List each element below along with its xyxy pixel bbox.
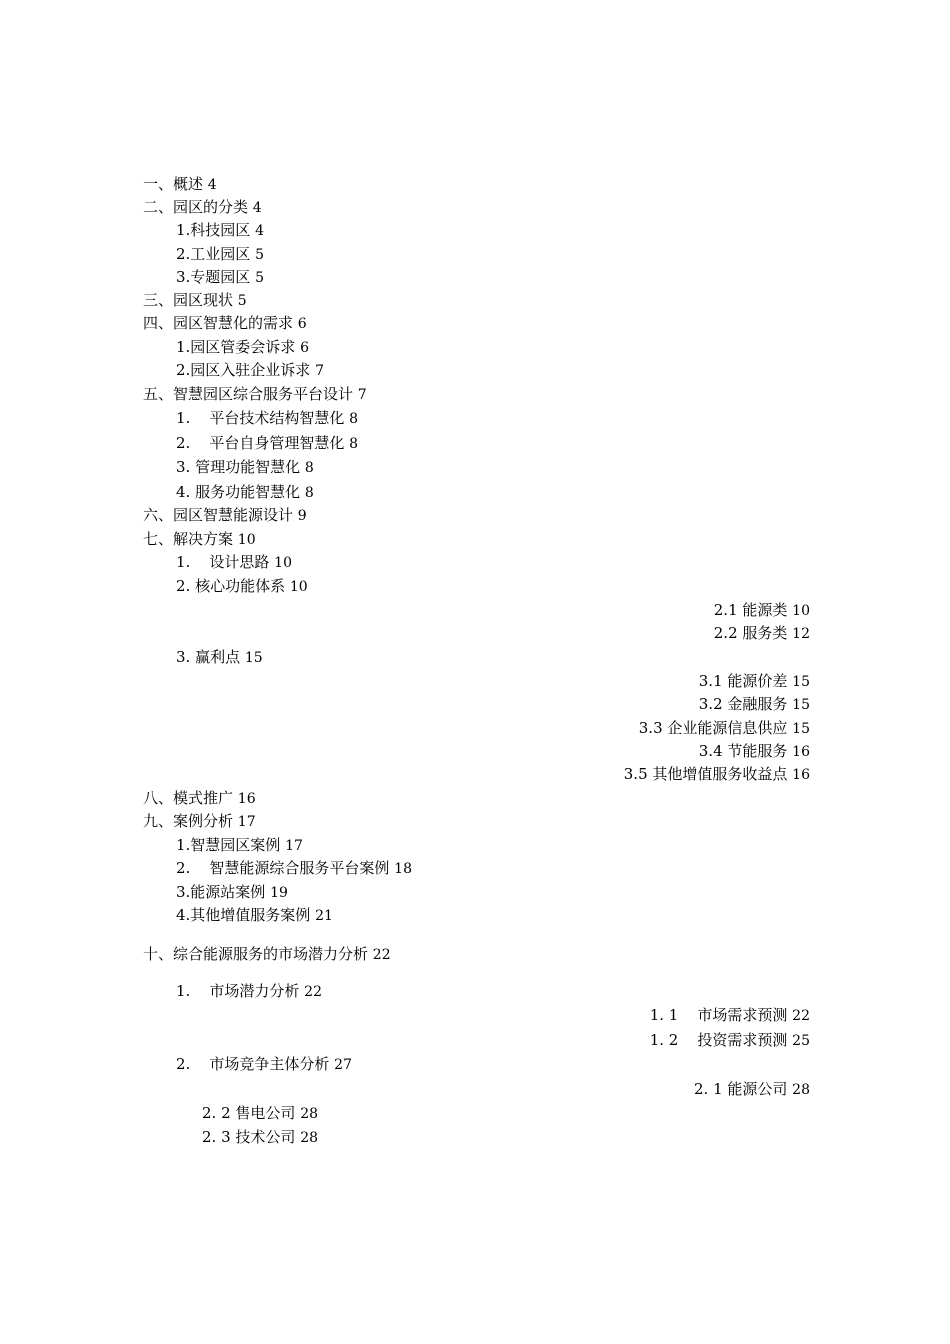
toc-entry[interactable] bbox=[699, 741, 810, 762]
toc-entry-text: 六、园区智慧能源设计 bbox=[143, 506, 294, 524]
toc-entry-page: 4 bbox=[255, 223, 265, 239]
toc-entry[interactable] bbox=[714, 623, 810, 644]
toc-entry-page: 22 bbox=[792, 1008, 810, 1024]
toc-entry-text: 3.专题园区 bbox=[176, 268, 251, 286]
toc-entry-page: 6 bbox=[297, 316, 307, 332]
toc-entry[interactable] bbox=[202, 1127, 318, 1148]
toc-entry-page: 15 bbox=[244, 650, 263, 666]
toc-entry[interactable] bbox=[650, 1005, 810, 1026]
toc-entry[interactable] bbox=[176, 905, 333, 926]
toc-entry-text: 3.2 金融服务 bbox=[698, 695, 788, 713]
toc-entry-page: 7 bbox=[315, 363, 325, 379]
toc-entry-text: 七、解决方案 bbox=[143, 530, 234, 548]
toc-entry-text: 2. 智慧能源综合服务平台案例 bbox=[176, 859, 390, 877]
toc-entry-page: 27 bbox=[334, 1057, 352, 1073]
toc-entry[interactable] bbox=[639, 718, 810, 739]
toc-entry-page: 17 bbox=[237, 814, 256, 830]
toc-entry-page: 16 bbox=[237, 791, 256, 807]
toc-entry[interactable] bbox=[176, 337, 309, 358]
toc-entry[interactable] bbox=[176, 858, 412, 879]
toc-entry-text: 2. 2 售电公司 bbox=[202, 1104, 296, 1122]
toc-entry-text: 2.1 能源类 bbox=[713, 601, 788, 619]
toc-entry-page: 9 bbox=[297, 508, 307, 524]
toc-entry-page: 10 bbox=[289, 579, 308, 595]
toc-entry[interactable] bbox=[176, 482, 314, 503]
toc-entry[interactable] bbox=[176, 882, 288, 903]
toc-entry-page: 5 bbox=[255, 247, 265, 263]
toc-entry[interactable] bbox=[143, 174, 217, 195]
toc-entry-text: 2. 3 技术公司 bbox=[202, 1128, 296, 1146]
toc-entry-page: 10 bbox=[792, 603, 810, 619]
toc-entry[interactable] bbox=[699, 694, 810, 715]
toc-entry-text: 2. 平台自身管理智慧化 bbox=[176, 434, 345, 452]
toc-entry[interactable] bbox=[176, 835, 303, 856]
toc-entry-page: 8 bbox=[349, 411, 359, 427]
toc-entry-text: 1. 2 投资需求预测 bbox=[649, 1031, 788, 1049]
toc-entry-text: 1. 平台技术结构智慧化 bbox=[176, 409, 345, 427]
toc-entry[interactable] bbox=[143, 788, 256, 809]
toc-entry-page: 19 bbox=[270, 885, 288, 901]
toc-entry[interactable] bbox=[176, 576, 308, 597]
toc-entry[interactable] bbox=[176, 408, 358, 429]
toc-entry-text: 2.2 服务类 bbox=[713, 624, 788, 642]
toc-entry[interactable] bbox=[176, 360, 324, 381]
toc-entry-page: 8 bbox=[349, 436, 359, 452]
toc-entry-text: 1.智慧园区案例 bbox=[176, 836, 281, 854]
toc-entry-text: 二、园区的分类 bbox=[143, 198, 249, 216]
toc-entry-page: 15 bbox=[792, 697, 810, 713]
toc-entry[interactable] bbox=[143, 313, 307, 334]
toc-entry[interactable] bbox=[714, 600, 810, 621]
toc-entry-text: 2. 市场竞争主体分析 bbox=[176, 1055, 330, 1073]
toc-entry[interactable] bbox=[176, 220, 264, 241]
toc-entry-text: 2.园区入驻企业诉求 bbox=[176, 361, 311, 379]
toc-entry-page: 25 bbox=[792, 1033, 810, 1049]
toc-entry-page: 28 bbox=[300, 1130, 319, 1146]
toc-entry[interactable] bbox=[650, 1030, 810, 1051]
toc-entry-page: 4 bbox=[252, 200, 262, 216]
toc-entry-text: 3.1 能源价差 bbox=[698, 672, 788, 690]
toc-entry-page: 22 bbox=[372, 947, 391, 963]
toc-entry-text: 八、模式推广 bbox=[143, 789, 234, 807]
toc-entry-text: 1.科技园区 bbox=[176, 221, 251, 239]
toc-entry-page: 10 bbox=[274, 555, 292, 571]
toc-entry-page: 22 bbox=[304, 984, 322, 1000]
toc-entry[interactable] bbox=[176, 267, 264, 288]
toc-entry[interactable] bbox=[143, 944, 391, 965]
toc-entry-page: 12 bbox=[792, 626, 810, 642]
toc-entry[interactable] bbox=[176, 552, 292, 573]
toc-entry[interactable] bbox=[143, 290, 247, 311]
toc-entry[interactable] bbox=[624, 764, 810, 785]
toc-entry-page: 17 bbox=[285, 838, 303, 854]
toc-entry[interactable] bbox=[699, 671, 810, 692]
toc-entry-text: 3.3 企业能源信息供应 bbox=[638, 719, 788, 737]
toc-entry-page: 6 bbox=[300, 340, 310, 356]
toc-entry[interactable] bbox=[176, 433, 358, 454]
toc-entry[interactable] bbox=[202, 1103, 318, 1124]
toc-entry-text: 十、综合能源服务的市场潜力分析 bbox=[143, 945, 369, 963]
toc-entry-page: 5 bbox=[237, 293, 247, 309]
toc-entry[interactable] bbox=[176, 647, 263, 668]
toc-entry-text: 九、案例分析 bbox=[143, 812, 234, 830]
toc-entry-text: 4. 服务功能智慧化 bbox=[176, 483, 301, 501]
toc-entry-page: 28 bbox=[792, 1082, 810, 1098]
toc-entry-text: 3.4 节能服务 bbox=[698, 742, 788, 760]
toc-entry[interactable] bbox=[694, 1079, 810, 1100]
toc-entry-text: 2. 核心功能体系 bbox=[176, 577, 286, 595]
toc-entry-text: 3.能源站案例 bbox=[176, 883, 266, 901]
toc-entry[interactable] bbox=[143, 529, 256, 550]
toc-entry-page: 8 bbox=[304, 460, 314, 476]
toc-entry[interactable] bbox=[143, 197, 262, 218]
toc-entry-text: 1. 市场潜力分析 bbox=[176, 982, 300, 1000]
toc-entry-page: 7 bbox=[357, 387, 367, 403]
toc-entry-page: 4 bbox=[207, 177, 217, 193]
toc-entry-page: 21 bbox=[315, 908, 333, 924]
toc-entry-text: 1.园区管委会诉求 bbox=[176, 338, 296, 356]
toc-entry-text: 3.5 其他增值服务收益点 bbox=[623, 765, 788, 783]
toc-entry-text: 1. 1 市场需求预测 bbox=[649, 1006, 788, 1024]
toc-entry-text: 2. 1 能源公司 bbox=[693, 1080, 788, 1098]
toc-entry-page: 18 bbox=[394, 861, 412, 877]
toc-entry[interactable] bbox=[143, 811, 256, 832]
toc-entry-text: 3. 管理功能智慧化 bbox=[176, 458, 301, 476]
toc-entry[interactable] bbox=[143, 505, 307, 526]
toc-entry-text: 3. 赢利点 bbox=[176, 648, 241, 666]
toc-entry[interactable] bbox=[176, 981, 322, 1002]
toc-entry-page: 15 bbox=[792, 721, 810, 737]
toc-entry-page: 16 bbox=[792, 744, 810, 760]
toc-entry-text: 2.工业园区 bbox=[176, 245, 251, 263]
toc-entry-text: 四、园区智慧化的需求 bbox=[143, 314, 294, 332]
toc-entry[interactable] bbox=[176, 1054, 352, 1075]
toc-entry-page: 28 bbox=[300, 1106, 319, 1122]
toc-entry-text: 三、园区现状 bbox=[143, 291, 234, 309]
toc-entry-text: 4.其他增值服务案例 bbox=[176, 906, 311, 924]
toc-entry-text: 一、概述 bbox=[143, 175, 204, 193]
toc-entry-page: 8 bbox=[304, 485, 314, 501]
toc-entry-text: 五、智慧园区综合服务平台设计 bbox=[143, 385, 354, 403]
toc-entry-page: 15 bbox=[792, 674, 810, 690]
toc-entry[interactable] bbox=[176, 457, 314, 478]
toc-entry-page: 5 bbox=[255, 270, 265, 286]
toc-entry[interactable] bbox=[143, 384, 367, 405]
toc-entry-text: 1. 设计思路 bbox=[176, 553, 270, 571]
toc-entry-page: 10 bbox=[237, 532, 256, 548]
toc-entry[interactable] bbox=[176, 244, 264, 265]
toc-entry-page: 16 bbox=[792, 767, 810, 783]
